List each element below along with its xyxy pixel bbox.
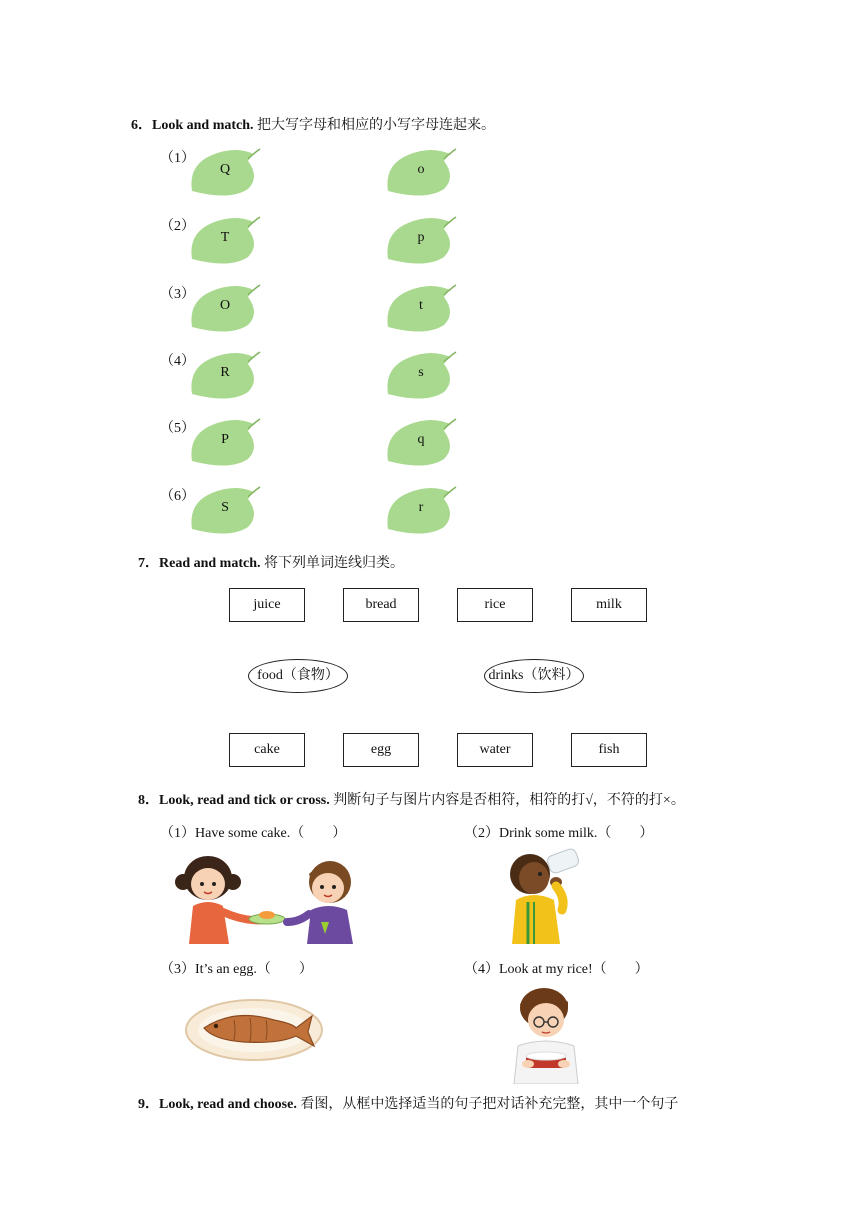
uppercase-leaf-letter: S [221,500,229,515]
q8-heading [138,789,685,809]
word-box-juice[interactable]: juice [229,588,305,622]
word-box-milk[interactable]: milk [571,588,647,622]
category-drinks-oval[interactable]: drinks（饮料） [484,659,584,693]
q6-row-label: （4） [160,354,195,369]
uppercase-leaf-letter: R [220,365,230,380]
lowercase-leaf[interactable] [382,485,460,537]
lowercase-leaf-letter: r [418,500,424,515]
uppercase-leaf[interactable] [186,350,264,402]
lowercase-leaf[interactable] [382,350,460,402]
uppercase-leaf-letter: O [219,298,231,313]
word-box-water[interactable]: water [457,733,533,767]
q8-title-cn: 判断句子与图片内容是否相符，相符的打√，不符的打×。 [329,793,685,808]
q7-number: 7． [138,556,159,571]
q8-item-1-text: （1）Have some cake.（ ） [160,826,347,841]
q6-heading [131,114,495,134]
lowercase-leaf-letter: q [417,432,425,447]
q9-title-cn: 看图，从框中选择适当的句子把对话补充完整，其中一个句子 [296,1097,679,1112]
uppercase-leaf[interactable] [186,417,264,469]
lowercase-leaf-letter: p [417,230,425,245]
boy-with-rice-image [508,986,584,1084]
uppercase-leaf[interactable] [186,485,264,537]
q8-number: 8． [138,793,159,808]
q8-item-3-text: （3）It’s an egg.（ ） [160,962,313,977]
word-box-cake[interactable]: cake [229,733,305,767]
q7-title-en: Read and match. [159,556,261,571]
uppercase-leaf[interactable] [186,215,264,267]
girl-offering-cake-image [175,852,355,944]
q8-item-4-text: （4）Look at my rice!（ ） [464,962,649,977]
word-box-rice[interactable]: rice [457,588,533,622]
q8-title-en: Look, read and tick or cross. [159,793,330,808]
lowercase-leaf-letter: t [419,298,423,313]
uppercase-leaf[interactable] [186,147,264,199]
uppercase-leaf[interactable] [186,283,264,335]
lowercase-leaf[interactable] [382,147,460,199]
lowercase-leaf[interactable] [382,215,460,267]
q6-row-label: （2） [160,219,195,234]
q6-number: 6． [131,118,152,133]
uppercase-leaf-letter: T [220,230,230,245]
q6-row-label: （3） [160,287,195,302]
fish-on-plate-image [184,998,324,1062]
q7-heading [138,552,404,572]
lowercase-leaf-letter: o [417,162,425,177]
q9-number: 9． [138,1097,159,1112]
category-food-oval[interactable]: food（食物） [248,659,348,693]
lowercase-leaf[interactable] [382,283,460,335]
word-box-egg[interactable]: egg [343,733,419,767]
q9-heading [138,1093,678,1113]
boy-drinking-milk-image [504,848,586,944]
uppercase-leaf-letter: P [221,432,229,447]
q6-row-label: （1） [160,151,195,166]
q6-row-label: （6） [160,489,195,504]
lowercase-leaf-letter: s [418,365,424,380]
uppercase-leaf-letter: Q [219,162,231,177]
lowercase-leaf[interactable] [382,417,460,469]
q6-title-en: Look and match. [152,118,254,133]
q6-row-label: （5） [160,421,195,436]
word-box-fish[interactable]: fish [571,733,647,767]
q7-title-cn: 将下列单词连线归类。 [260,556,405,571]
word-box-bread[interactable]: bread [343,588,419,622]
q9-title-en: Look, read and choose. [159,1097,297,1112]
q6-title-cn: 把大写字母和相应的小写字母连起来。 [253,118,496,133]
q8-item-2-text: （2）Drink some milk.（ ） [464,826,654,841]
